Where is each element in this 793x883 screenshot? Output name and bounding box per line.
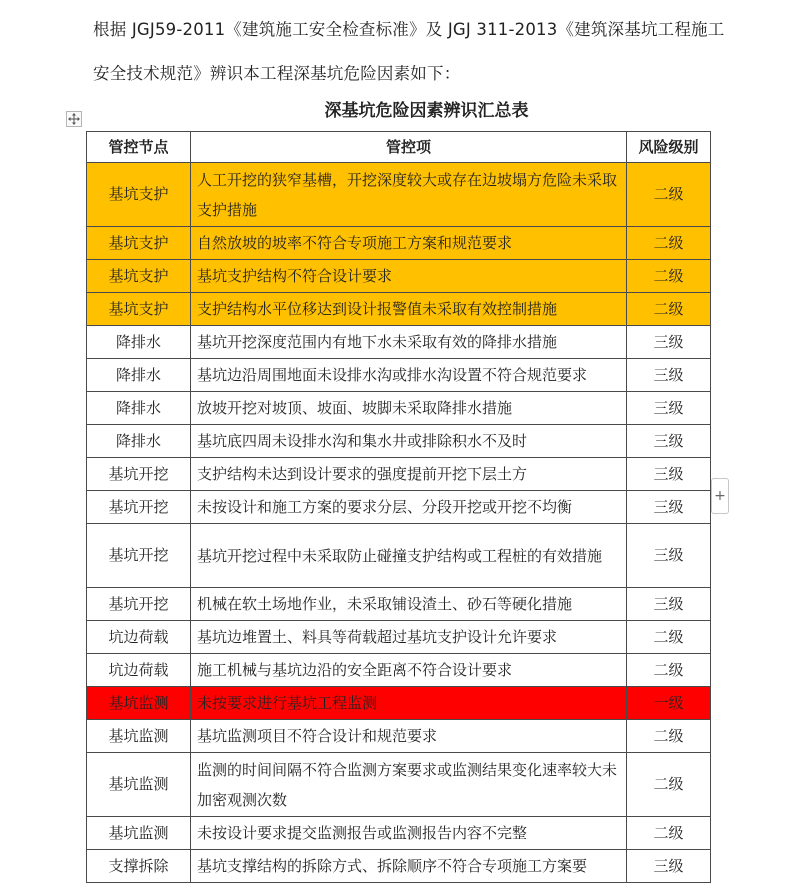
cell-node: 基坑支护 xyxy=(87,293,191,326)
intro-paragraph: 根据 JGJ59-2011《建筑施工安全检查标准》及 JGJ 311-2013《建筑深基坑工程施工安全技术规范》辨识本工程深基坑危险因素如下： xyxy=(93,20,725,83)
cell-node: 坑边荷载 xyxy=(87,654,191,687)
header-item: 管控项 xyxy=(191,132,627,163)
table-row xyxy=(87,850,711,883)
table-row xyxy=(87,817,711,850)
cell-level: 三级 xyxy=(627,392,711,425)
risk-table xyxy=(86,131,711,883)
table-row xyxy=(87,654,711,687)
cell-level: 二级 xyxy=(627,621,711,654)
cell-node: 基坑开挖 xyxy=(87,524,191,588)
table-row xyxy=(87,260,711,293)
table-row xyxy=(87,491,711,524)
add-column-button[interactable] xyxy=(711,478,729,514)
cell-item: 基坑支撑结构的拆除方式、拆除顺序不符合专项施工方案要 xyxy=(191,850,627,883)
cell-node: 基坑支护 xyxy=(87,227,191,260)
cell-level: 三级 xyxy=(627,850,711,883)
cell-item: 人工开挖的狭窄基槽，开挖深度较大或存在边坡塌方危险未采取支护措施 xyxy=(191,163,627,227)
table-row xyxy=(87,163,711,227)
table-row xyxy=(87,524,711,588)
cell-node: 基坑监测 xyxy=(87,687,191,720)
cell-level: 二级 xyxy=(627,817,711,850)
cell-node: 支撑拆除 xyxy=(87,850,191,883)
table-row xyxy=(87,359,711,392)
cell-item: 未按要求进行基坑工程监测 xyxy=(191,687,627,720)
cell-node: 基坑监测 xyxy=(87,720,191,753)
table-row xyxy=(87,227,711,260)
header-level: 风险级别 xyxy=(627,132,711,163)
cell-item: 放坡开挖对坡顶、坡面、坡脚未采取降排水措施 xyxy=(191,392,627,425)
table-row xyxy=(87,720,711,753)
cell-item: 基坑开挖深度范围内有地下水未采取有效的降排水措施 xyxy=(191,326,627,359)
cell-node: 基坑开挖 xyxy=(87,588,191,621)
table-row xyxy=(87,588,711,621)
table-header-row xyxy=(87,132,711,163)
cell-item: 自然放坡的坡率不符合专项施工方案和规范要求 xyxy=(191,227,627,260)
table-row xyxy=(87,425,711,458)
cell-item: 基坑边沿周围地面未设排水沟或排水沟设置不符合规范要求 xyxy=(191,359,627,392)
table-row xyxy=(87,326,711,359)
cell-level: 三级 xyxy=(627,491,711,524)
cell-level: 三级 xyxy=(627,425,711,458)
cell-node: 基坑支护 xyxy=(87,260,191,293)
cell-node: 降排水 xyxy=(87,326,191,359)
cell-item: 未按设计和施工方案的要求分层、分段开挖或开挖不均衡 xyxy=(191,491,627,524)
cell-node: 基坑支护 xyxy=(87,163,191,227)
table-row xyxy=(87,753,711,817)
cell-node: 降排水 xyxy=(87,359,191,392)
cell-item: 基坑开挖过程中未采取防止碰撞支护结构或工程桩的有效措施 xyxy=(191,524,627,588)
cell-node: 基坑开挖 xyxy=(87,458,191,491)
header-node: 管控节点 xyxy=(87,132,191,163)
cell-level: 一级 xyxy=(627,687,711,720)
cell-level: 二级 xyxy=(627,227,711,260)
table-body xyxy=(87,163,711,883)
cell-node: 基坑监测 xyxy=(87,753,191,817)
cell-level: 三级 xyxy=(627,524,711,588)
cell-level: 二级 xyxy=(627,260,711,293)
cell-level: 二级 xyxy=(627,753,711,817)
cell-item: 基坑监测项目不符合设计和规范要求 xyxy=(191,720,627,753)
cell-item: 基坑底四周未设排水沟和集水井或排除积水不及时 xyxy=(191,425,627,458)
cell-item: 机械在软土场地作业，未采取铺设渣土、砂石等硬化措施 xyxy=(191,588,627,621)
cell-level: 二级 xyxy=(627,654,711,687)
cell-level: 二级 xyxy=(627,293,711,326)
cell-node: 基坑监测 xyxy=(87,817,191,850)
cell-node: 降排水 xyxy=(87,392,191,425)
cell-node: 基坑开挖 xyxy=(87,491,191,524)
table-row xyxy=(87,621,711,654)
cell-item: 支护结构水平位移达到设计报警值未采取有效控制措施 xyxy=(191,293,627,326)
cell-item: 基坑边堆置土、料具等荷载超过基坑支护设计允许要求 xyxy=(191,621,627,654)
cell-item: 基坑支护结构不符合设计要求 xyxy=(191,260,627,293)
plus-icon: + xyxy=(714,488,726,504)
cell-item: 监测的时间间隔不符合监测方案要求或监测结果变化速率较大未加密观测次数 xyxy=(191,753,627,817)
table-row xyxy=(87,458,711,491)
cell-level: 三级 xyxy=(627,588,711,621)
table-row xyxy=(87,687,711,720)
cell-level: 三级 xyxy=(627,326,711,359)
table-row xyxy=(87,392,711,425)
cell-level: 三级 xyxy=(627,359,711,392)
cell-item: 支护结构未达到设计要求的强度提前开挖下层土方 xyxy=(191,458,627,491)
cell-level: 二级 xyxy=(627,163,711,227)
table-row xyxy=(87,293,711,326)
cell-node: 降排水 xyxy=(87,425,191,458)
cell-item: 施工机械与基坑边沿的安全距离不符合设计要求 xyxy=(191,654,627,687)
cell-item: 未按设计要求提交监测报告或监测报告内容不完整 xyxy=(191,817,627,850)
table-title: 深基坑危险因素辨识汇总表 xyxy=(324,101,529,121)
cell-node: 坑边荷载 xyxy=(87,621,191,654)
cell-level: 二级 xyxy=(627,720,711,753)
cell-level: 三级 xyxy=(627,458,711,491)
